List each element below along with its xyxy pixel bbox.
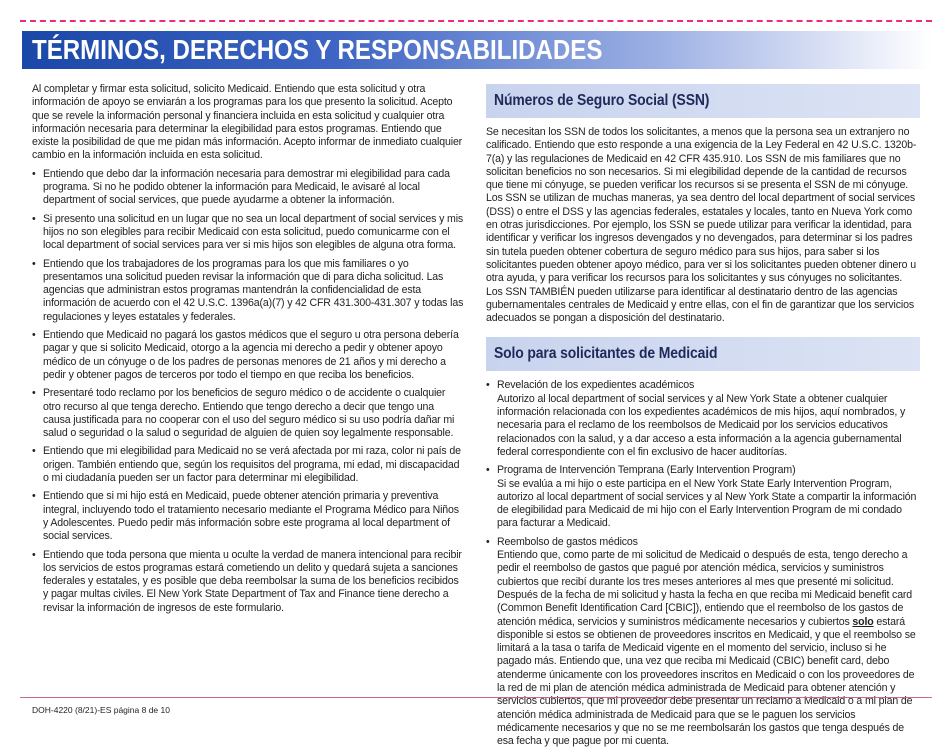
emphasis-solo: solo (852, 615, 874, 628)
intro-paragraph: Al completar y firmar esta solicitud, solicito Medicaid. Entiendo que esta solicitud y otra información de apoyo se enviarán a los programas para los que presento la solicitud. Acepto que se revele la información personal y financiera incluida en esta solicitud y cualquier otra información necesaria para determinar la elegibilidad para estos programas. Entiendo que existe la posibilidad de que me pidan más información. Acepto informar de inmediato cualquier cambio en la información incluida en esta solicitud. (32, 83, 463, 162)
list-item (486, 379, 920, 459)
left-column (32, 83, 464, 620)
item-text (497, 549, 916, 747)
list-item: • Entiendo que los trabajadores de los programas para los que mis familiares o yo presentamos una solicitud pueden revisar la información que di para dicha solicitud. Las agencias que administran estos programas mantendrán la confidencialidad de esta información de acuerdo con el 42 U.S.C. 1396a(a)(7) y 42 CFR 431.300-431.307 y todas las regulaciones y leyes estatales y federales. (32, 258, 464, 324)
reimb-text-before: Entiendo que, como parte de mi solicitud de Medicaid o después de esta, tengo derecho a pedir el reembolso de gastos que pagué por atención médica, servicios y suministros cubiertos que recibí durante los tres meses anteriores al mes que presenté mi solicitud. Después de la fecha de mi solicitud y hasta la fecha en que reciba mi Medicaid benefit card (Common Benefit Identification Card [CBIC]), entiendo que el reembolso de los gastos de atención médica, servicios y suministros médicamente necesarios y cubiertos (497, 549, 913, 628)
list-item: • Entiendo que debo dar la información necesaria para demostrar mi elegibilidad para cada programa. Si no he podido obtener la información para Medicaid, le avisaré al local department of social services, que puede ayudarme a obtener la información. (32, 168, 464, 208)
list-item: • Entiendo que mi elegibilidad para Medicaid no se verá afectada por mi raza, color ni país de origen. También entiendo que, según los requisitos del programa, mi edad, mi discapacidad o mi ciudadanía pueden ser un factor para determinar mi elegibilidad. (32, 445, 464, 485)
item-title: • Reembolso de gastos médicos (497, 535, 638, 548)
top-dashed-line (20, 20, 932, 22)
footer-rule (20, 697, 932, 698)
list-item: • Si presento una solicitud en un lugar que no sea un local department of social services y mis hijos no son elegibles para recibir Medicaid con esta solicitud, puedo comunicarme con el local department of social services para ver si mis hijos son elegibles de alguna otra forma. (32, 213, 464, 253)
ssn-heading: Números de Seguro Social (SSN) (494, 92, 710, 109)
title-banner (22, 31, 932, 69)
list-item (486, 464, 920, 530)
right-column (486, 84, 920, 753)
form-footer: DOH-4220 (8/21)-ES página 8 de 10 (32, 705, 170, 715)
list-item (486, 536, 920, 749)
item-text: Autorizo al local department of social services y al New York State a obtener cualquier información relacionada con los expedientes académicos de mis hijos, aquí nombrados, y necesaria para el reclamo de los reembolsos de Medicaid por los servicios educativos relacionados con la salud, y a dar acceso a esta información a la agencia gubernamental federal correspondiente con el fin exclusivo de hacer auditorías. (497, 392, 906, 458)
medicaid-list (486, 379, 920, 748)
item-title: • Revelación de los expedientes académicos (497, 379, 695, 392)
ssn-paragraph: Se necesitan los SSN de todos los solicitantes, a menos que la persona sea un extranjero no calificado. Entiendo que esto responde a una exigencia de la Ley Federal en 42 U.S.C. 1320b-7(a) y las regulaciones de Medicaid en 42 CFR 435.910. Los SSN de mis familiares que no solicitan beneficios no son necesarios. Si mi elegibilidad depende de la cantidad de recursos que tiene mi cónyuge, se pueden verificar los recursos si se presenta el SSN de mi cónyuge. Los SSN se utilizan de muchas maneras, ya sea dentro del local department of social services (DSS) o entre el DSS y las agencias federales, estatales y locales, tanto en Nueva York como en otras jurisdicciones. Por ejemplo, los SSN se puede utilizar para verificar la identidad, para identificar y verificar los ingresos devengados y no devengados, para determinar si los padres sin tutela pueden obtener cobertura de seguro médico para sus hijos, para saber si los solicitantes pueden obtener apoyo médico, para ver si los solicitantes pueden obtener dinero u otra ayuda, y para verificar los recursos para los solicitantes y sus cónyuges no solicitantes. Los SSN TAMBIÉN pueden utilizarse para identificar al destinatario dentro de las agencias gubernamentales centrales de Medicaid y entre ellas, con el fin de garantizar que los servicios adecuados se pongan a disposición del destinatario. (486, 126, 917, 325)
list-item: • Entiendo que si mi hijo está en Medicaid, puede obtener atención primaria y preventiva integral, incluyendo todo el tratamiento necesario mediante el Programa Médico para Niños y Adolescentes. Puedo pedir más información sobre este programa al local department of social services. (32, 490, 464, 543)
medicaid-section-header (486, 337, 920, 371)
ssn-section-header (486, 84, 920, 118)
list-item: • Entiendo que toda persona que mienta u oculte la verdad de manera intencional para recibir los servicios de estos programas estará cometiendo un delito y quedará sujeta a sanciones federales y estatales, y es posible que deba reembolsar la suma de los beneficios recibidos y pagar multas civiles. El New York State Department of Tax and Finance tiene derecho a revisar la información de ingresos de este formulario. (32, 549, 464, 615)
terms-list (32, 168, 464, 615)
item-text: Si se evalúa a mi hijo o este participa en el New York State Early Intervention Program, autorizo al local department of social services y al New York State a compartir la información de elegibilidad para Medicaid de mi hijo con el Early Intervention Program de mi condado para facturar a Medicaid. (497, 477, 917, 530)
reimb-text-after: estará disponible si estos se obtienen de proveedores inscritos en Medicaid, y que el reembolso se limitará a la tasa o tarifa de Medicaid vigente en el momento del servicio, incluso si he pagado más. Entiendo que, una vez que reciba mi Medicaid (CBIC) benefit card, debo atenderme únicamente con los proveedores inscritos en Medicaid o con los proveedores de la red de mi plan de atención médica administrada de Medicaid para obtener atención y servicios cubiertos, que mi proveedor debe presentar un reclamo a Medicaid o a mi plan de atención médica administrada de Medicaid para que se le paguen los servicios médicamente necesarios y que no se me reembolsarán los gastos que tenga después de esa fecha y que pague por mi cuenta. (497, 615, 916, 748)
item-title: • Programa de Intervención Temprana (Early Intervention Program) (497, 464, 796, 477)
medicaid-heading: Solo para solicitantes de Medicaid (494, 345, 718, 363)
list-item: • Entiendo que Medicaid no pagará los gastos médicos que el seguro u otra persona debería pagar y que si solicito Medicaid, otorgo a la agencia mi derecho a pedir y obtener apoyo médico de un cónyuge o de los padres de personas menores de 21 años y mi derecho a pedir y obtener pagos de terceros por todo el tiempo en que reciba los beneficios. (32, 329, 464, 382)
list-item: • Presentaré todo reclamo por los beneficios de seguro médico o de accidente o cualquier otro recurso al que tenga derecho. Entiendo que tengo derecho a decir que tengo una causa justificada para no cooperar con el uso del seguro médico si su uso podría dañar mi salud o seguridad o la salud o seguridad de alguien de quien soy legalmente responsable. (32, 387, 464, 440)
page-title: TÉRMINOS, DERECHOS Y RESPONSABILIDADES (32, 34, 603, 65)
